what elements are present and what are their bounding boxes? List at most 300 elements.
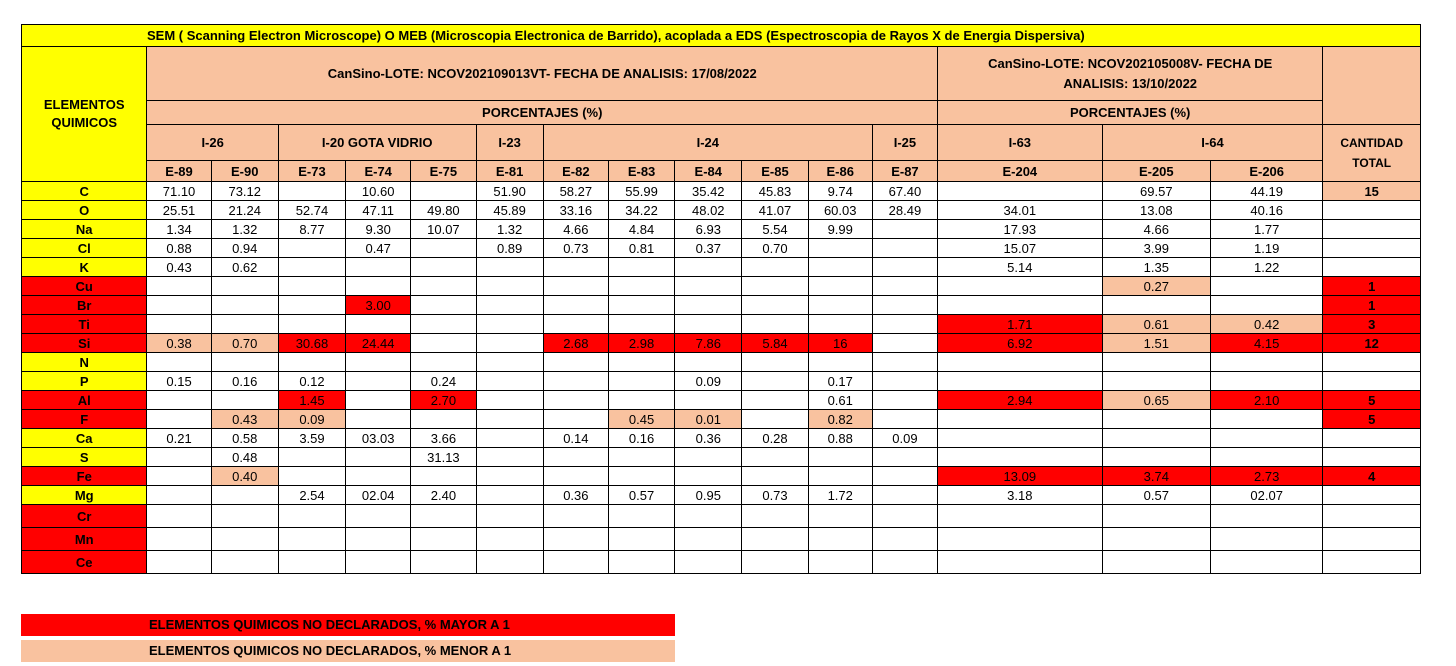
value-cell — [808, 551, 872, 574]
count-cell — [1323, 429, 1421, 448]
element-symbol: S — [22, 448, 147, 467]
value-cell — [147, 505, 211, 528]
value-cell — [278, 182, 345, 201]
value-cell — [675, 551, 742, 574]
value-cell — [608, 467, 674, 486]
value-cell: 33.16 — [543, 201, 608, 220]
count-cell: 5 — [1323, 410, 1421, 429]
count-cell: 1 — [1323, 277, 1421, 296]
value-cell — [476, 429, 543, 448]
value-cell: 0.45 — [608, 410, 674, 429]
value-cell — [543, 448, 608, 467]
value-cell — [147, 448, 211, 467]
value-cell — [211, 505, 278, 528]
value-cell — [543, 505, 608, 528]
value-cell — [742, 467, 808, 486]
sample-header: E-205 — [1102, 161, 1210, 182]
group-header: I-63 — [938, 125, 1103, 161]
value-cell — [476, 551, 543, 574]
value-cell: 30.68 — [278, 334, 345, 353]
value-cell: 34.22 — [608, 201, 674, 220]
value-cell: 0.36 — [675, 429, 742, 448]
sample-header: E-204 — [938, 161, 1103, 182]
element-symbol: Ce — [22, 551, 147, 574]
value-cell — [742, 505, 808, 528]
value-cell — [543, 296, 608, 315]
value-cell — [742, 372, 808, 391]
count-cell — [1323, 258, 1421, 277]
value-cell: 58.27 — [543, 182, 608, 201]
value-cell: 0.94 — [211, 239, 278, 258]
value-cell — [742, 258, 808, 277]
value-cell: 25.51 — [147, 201, 211, 220]
value-cell — [675, 315, 742, 334]
value-cell — [742, 391, 808, 410]
value-cell — [476, 410, 543, 429]
group-header: I-26 — [147, 125, 278, 161]
value-cell: 1.35 — [1102, 258, 1210, 277]
value-cell: 0.43 — [147, 258, 211, 277]
count-cell — [1323, 551, 1421, 574]
sem-eds-results-table — [21, 24, 1421, 574]
count-cell — [1323, 505, 1421, 528]
value-cell — [938, 277, 1103, 296]
value-cell — [872, 372, 937, 391]
value-cell: 0.58 — [211, 429, 278, 448]
value-cell — [147, 467, 211, 486]
value-cell — [872, 315, 937, 334]
value-cell: 0.21 — [147, 429, 211, 448]
table-row — [22, 201, 1421, 220]
value-cell: 0.48 — [211, 448, 278, 467]
value-cell: 1.51 — [1102, 334, 1210, 353]
value-cell — [278, 505, 345, 528]
value-cell — [411, 258, 476, 277]
value-cell — [742, 551, 808, 574]
value-cell — [476, 486, 543, 505]
sample-header: E-206 — [1210, 161, 1322, 182]
value-cell: 15.07 — [938, 239, 1103, 258]
value-cell — [608, 353, 674, 372]
value-cell — [1210, 528, 1322, 551]
value-cell — [742, 448, 808, 467]
value-cell: 2.10 — [1210, 391, 1322, 410]
value-cell: 21.24 — [211, 201, 278, 220]
value-cell — [808, 505, 872, 528]
value-cell — [1210, 448, 1322, 467]
element-symbol: F — [22, 410, 147, 429]
value-cell: 7.86 — [675, 334, 742, 353]
value-cell: 4.66 — [543, 220, 608, 239]
value-cell — [742, 315, 808, 334]
value-cell — [675, 353, 742, 372]
value-cell — [742, 277, 808, 296]
value-cell: 3.59 — [278, 429, 345, 448]
value-cell: 5.14 — [938, 258, 1103, 277]
value-cell: 0.16 — [608, 429, 674, 448]
value-cell: 0.65 — [1102, 391, 1210, 410]
value-cell: 3.99 — [1102, 239, 1210, 258]
value-cell — [1210, 296, 1322, 315]
value-cell: 0.40 — [211, 467, 278, 486]
legend-item: ELEMENTOS QUIMICOS NO DECLARADOS, % MAYOR A 1 — [21, 614, 675, 636]
value-cell: 71.10 — [147, 182, 211, 201]
value-cell: 6.92 — [938, 334, 1103, 353]
value-cell — [476, 391, 543, 410]
value-cell: 44.19 — [1210, 182, 1322, 201]
value-cell — [346, 372, 411, 391]
value-cell — [147, 528, 211, 551]
value-cell — [608, 505, 674, 528]
value-cell: 0.12 — [278, 372, 345, 391]
value-cell: 3.66 — [411, 429, 476, 448]
value-cell: 9.30 — [346, 220, 411, 239]
value-cell — [278, 296, 345, 315]
table-row — [22, 334, 1421, 353]
cantidad-header — [1323, 125, 1421, 182]
value-cell — [675, 391, 742, 410]
value-cell — [476, 372, 543, 391]
value-cell — [1102, 429, 1210, 448]
value-cell — [808, 239, 872, 258]
value-cell: 45.89 — [476, 201, 543, 220]
value-cell: 2.98 — [608, 334, 674, 353]
value-cell — [1210, 429, 1322, 448]
value-cell — [346, 315, 411, 334]
sample-header: E-90 — [211, 161, 278, 182]
value-cell — [147, 296, 211, 315]
value-cell — [808, 296, 872, 315]
table-row — [22, 220, 1421, 239]
value-cell: 10.60 — [346, 182, 411, 201]
value-cell — [411, 315, 476, 334]
value-cell — [476, 353, 543, 372]
value-cell — [938, 372, 1103, 391]
value-cell — [346, 258, 411, 277]
sample-header: E-73 — [278, 161, 345, 182]
element-symbol: Cl — [22, 239, 147, 258]
table-row — [22, 277, 1421, 296]
value-cell: 0.81 — [608, 239, 674, 258]
value-cell: 49.80 — [411, 201, 476, 220]
value-cell — [808, 277, 872, 296]
value-cell — [608, 315, 674, 334]
element-symbol: Fe — [22, 467, 147, 486]
table-row — [22, 410, 1421, 429]
value-cell — [147, 315, 211, 334]
element-symbol: Br — [22, 296, 147, 315]
sample-header: E-89 — [147, 161, 211, 182]
value-cell — [675, 505, 742, 528]
value-cell: 1.45 — [278, 391, 345, 410]
value-cell: 0.37 — [675, 239, 742, 258]
value-cell: 13.09 — [938, 467, 1103, 486]
value-cell: 0.70 — [742, 239, 808, 258]
value-cell: 0.14 — [543, 429, 608, 448]
value-cell — [808, 258, 872, 277]
value-cell: 0.73 — [543, 239, 608, 258]
value-cell: 5.84 — [742, 334, 808, 353]
table-row — [22, 372, 1421, 391]
cantidad-total-value: 15 — [1323, 182, 1421, 201]
value-cell: 69.57 — [1102, 182, 1210, 201]
table-title: SEM ( Scanning Electron Microscope) O MEB (Microscopia Electronica de Barrido), acoplada a EDS (Espectroscopia de Rayos X de Energia Dispersiva) — [22, 25, 1421, 47]
value-cell — [608, 277, 674, 296]
count-cell — [1323, 353, 1421, 372]
elements-header — [22, 47, 147, 182]
value-cell — [1210, 551, 1322, 574]
value-cell: 17.93 — [938, 220, 1103, 239]
value-cell — [872, 296, 937, 315]
element-symbol: Cu — [22, 277, 147, 296]
value-cell — [675, 258, 742, 277]
value-cell — [1210, 505, 1322, 528]
value-cell — [675, 448, 742, 467]
value-cell — [543, 528, 608, 551]
value-cell — [608, 391, 674, 410]
value-cell: 0.17 — [808, 372, 872, 391]
value-cell: 0.27 — [1102, 277, 1210, 296]
element-symbol: Ti — [22, 315, 147, 334]
value-cell: 0.24 — [411, 372, 476, 391]
table-row — [22, 486, 1421, 505]
sample-header: E-87 — [872, 161, 937, 182]
value-cell — [808, 467, 872, 486]
value-cell: 67.40 — [872, 182, 937, 201]
value-cell — [1210, 410, 1322, 429]
value-cell — [476, 334, 543, 353]
batch2-line2: ANALISIS: 13/10/2022 — [1063, 75, 1198, 91]
batch2-header — [938, 47, 1323, 101]
element-symbol: Si — [22, 334, 147, 353]
value-cell — [938, 410, 1103, 429]
count-cell — [1323, 372, 1421, 391]
value-cell — [346, 391, 411, 410]
value-cell: 0.57 — [1102, 486, 1210, 505]
value-cell — [1102, 296, 1210, 315]
value-cell: 2.70 — [411, 391, 476, 410]
value-cell — [278, 448, 345, 467]
sample-header: E-86 — [808, 161, 872, 182]
value-cell: 1.34 — [147, 220, 211, 239]
group-header: I-20 GOTA VIDRIO — [278, 125, 476, 161]
group-header: I-23 — [476, 125, 543, 161]
element-symbol: N — [22, 353, 147, 372]
value-cell — [543, 467, 608, 486]
value-cell — [543, 391, 608, 410]
value-cell — [675, 296, 742, 315]
value-cell — [476, 258, 543, 277]
value-cell: 0.47 — [346, 239, 411, 258]
value-cell — [1102, 551, 1210, 574]
value-cell — [872, 353, 937, 372]
value-cell — [872, 239, 937, 258]
value-cell — [346, 448, 411, 467]
value-cell — [278, 353, 345, 372]
value-cell: 73.12 — [211, 182, 278, 201]
value-cell — [543, 353, 608, 372]
value-cell — [346, 277, 411, 296]
value-cell: 28.49 — [872, 201, 937, 220]
value-cell: 1.71 — [938, 315, 1103, 334]
value-cell — [278, 315, 345, 334]
value-cell — [476, 448, 543, 467]
elements-label-1: ELEMENTOS — [43, 97, 125, 112]
value-cell: 0.09 — [278, 410, 345, 429]
cantidad-spacer — [1323, 47, 1421, 125]
value-cell: 0.82 — [808, 410, 872, 429]
value-cell — [742, 296, 808, 315]
value-cell — [808, 315, 872, 334]
value-cell — [872, 220, 937, 239]
value-cell: 4.84 — [608, 220, 674, 239]
sample-header: E-82 — [543, 161, 608, 182]
value-cell — [1102, 410, 1210, 429]
value-cell — [476, 315, 543, 334]
value-cell — [872, 467, 937, 486]
sample-header: E-74 — [346, 161, 411, 182]
count-cell — [1323, 486, 1421, 505]
value-cell: 9.74 — [808, 182, 872, 201]
value-cell — [872, 448, 937, 467]
value-cell: 0.36 — [543, 486, 608, 505]
value-cell: 31.13 — [411, 448, 476, 467]
value-cell: 5.54 — [742, 220, 808, 239]
table-row — [22, 467, 1421, 486]
value-cell — [1210, 277, 1322, 296]
value-cell: 0.73 — [742, 486, 808, 505]
value-cell: 0.09 — [872, 429, 937, 448]
cantidad-label-2: TOTAL — [1352, 156, 1392, 170]
value-cell — [872, 334, 937, 353]
value-cell — [1102, 528, 1210, 551]
value-cell: 0.70 — [211, 334, 278, 353]
value-cell: 2.73 — [1210, 467, 1322, 486]
element-symbol: C — [22, 182, 147, 201]
value-cell: 0.95 — [675, 486, 742, 505]
value-cell: 0.16 — [211, 372, 278, 391]
value-cell — [938, 448, 1103, 467]
percent-header-1: PORCENTAJES (%) — [147, 101, 938, 125]
value-cell — [742, 353, 808, 372]
value-cell: 0.62 — [211, 258, 278, 277]
value-cell: 2.40 — [411, 486, 476, 505]
value-cell — [147, 410, 211, 429]
value-cell — [278, 528, 345, 551]
value-cell: 13.08 — [1102, 201, 1210, 220]
element-symbol: O — [22, 201, 147, 220]
value-cell — [872, 391, 937, 410]
value-cell: 0.01 — [675, 410, 742, 429]
count-cell: 3 — [1323, 315, 1421, 334]
value-cell — [211, 315, 278, 334]
elements-label-2: QUIMICOS — [51, 115, 118, 130]
value-cell — [543, 277, 608, 296]
value-cell — [346, 467, 411, 486]
value-cell — [411, 182, 476, 201]
value-cell — [872, 486, 937, 505]
count-cell: 5 — [1323, 391, 1421, 410]
value-cell — [872, 528, 937, 551]
batch2-line1: CanSino-LOTE: NCOV202105008V- FECHA DE — [988, 55, 1273, 71]
value-cell — [411, 467, 476, 486]
value-cell — [872, 277, 937, 296]
sample-header: E-85 — [742, 161, 808, 182]
element-symbol: P — [22, 372, 147, 391]
value-cell: 41.07 — [742, 201, 808, 220]
value-cell — [675, 467, 742, 486]
value-cell: 0.88 — [147, 239, 211, 258]
value-cell: 1.19 — [1210, 239, 1322, 258]
value-cell: 0.89 — [476, 239, 543, 258]
value-cell — [808, 448, 872, 467]
value-cell — [608, 528, 674, 551]
sample-header: E-75 — [411, 161, 476, 182]
table-row — [22, 182, 1421, 201]
count-cell — [1323, 220, 1421, 239]
value-cell — [872, 258, 937, 277]
table-row — [22, 505, 1421, 528]
value-cell: 1.32 — [211, 220, 278, 239]
value-cell: 0.42 — [1210, 315, 1322, 334]
value-cell — [608, 372, 674, 391]
value-cell: 2.94 — [938, 391, 1103, 410]
table-row — [22, 528, 1421, 551]
value-cell — [278, 258, 345, 277]
value-cell: 0.28 — [742, 429, 808, 448]
value-cell — [211, 391, 278, 410]
element-symbol: Na — [22, 220, 147, 239]
legend — [21, 614, 675, 666]
value-cell: 0.57 — [608, 486, 674, 505]
sample-header: E-81 — [476, 161, 543, 182]
value-cell: 1.72 — [808, 486, 872, 505]
value-cell: 0.38 — [147, 334, 211, 353]
value-cell: 60.03 — [808, 201, 872, 220]
value-cell — [742, 528, 808, 551]
value-cell — [1102, 448, 1210, 467]
cantidad-label-1: CANTIDAD — [1340, 136, 1404, 150]
value-cell — [608, 448, 674, 467]
count-cell — [1323, 201, 1421, 220]
value-cell — [543, 258, 608, 277]
value-cell — [211, 296, 278, 315]
value-cell: 0.09 — [675, 372, 742, 391]
value-cell — [278, 551, 345, 574]
value-cell — [476, 277, 543, 296]
value-cell — [278, 277, 345, 296]
value-cell — [278, 467, 345, 486]
value-cell — [608, 258, 674, 277]
group-header: I-24 — [543, 125, 872, 161]
value-cell — [211, 277, 278, 296]
value-cell — [543, 410, 608, 429]
value-cell: 0.61 — [1102, 315, 1210, 334]
value-cell — [211, 486, 278, 505]
percent-header-2: PORCENTAJES (%) — [938, 101, 1323, 125]
value-cell: 2.54 — [278, 486, 345, 505]
table-row — [22, 239, 1421, 258]
value-cell: 03.03 — [346, 429, 411, 448]
value-cell — [1102, 353, 1210, 372]
value-cell: 55.99 — [608, 182, 674, 201]
sample-header: E-83 — [608, 161, 674, 182]
value-cell — [346, 505, 411, 528]
value-cell — [938, 528, 1103, 551]
batch1-header: CanSino-LOTE: NCOV202109013VT- FECHA DE ANALISIS: 17/08/2022 — [147, 47, 938, 101]
value-cell: 10.07 — [411, 220, 476, 239]
value-cell: 34.01 — [938, 201, 1103, 220]
